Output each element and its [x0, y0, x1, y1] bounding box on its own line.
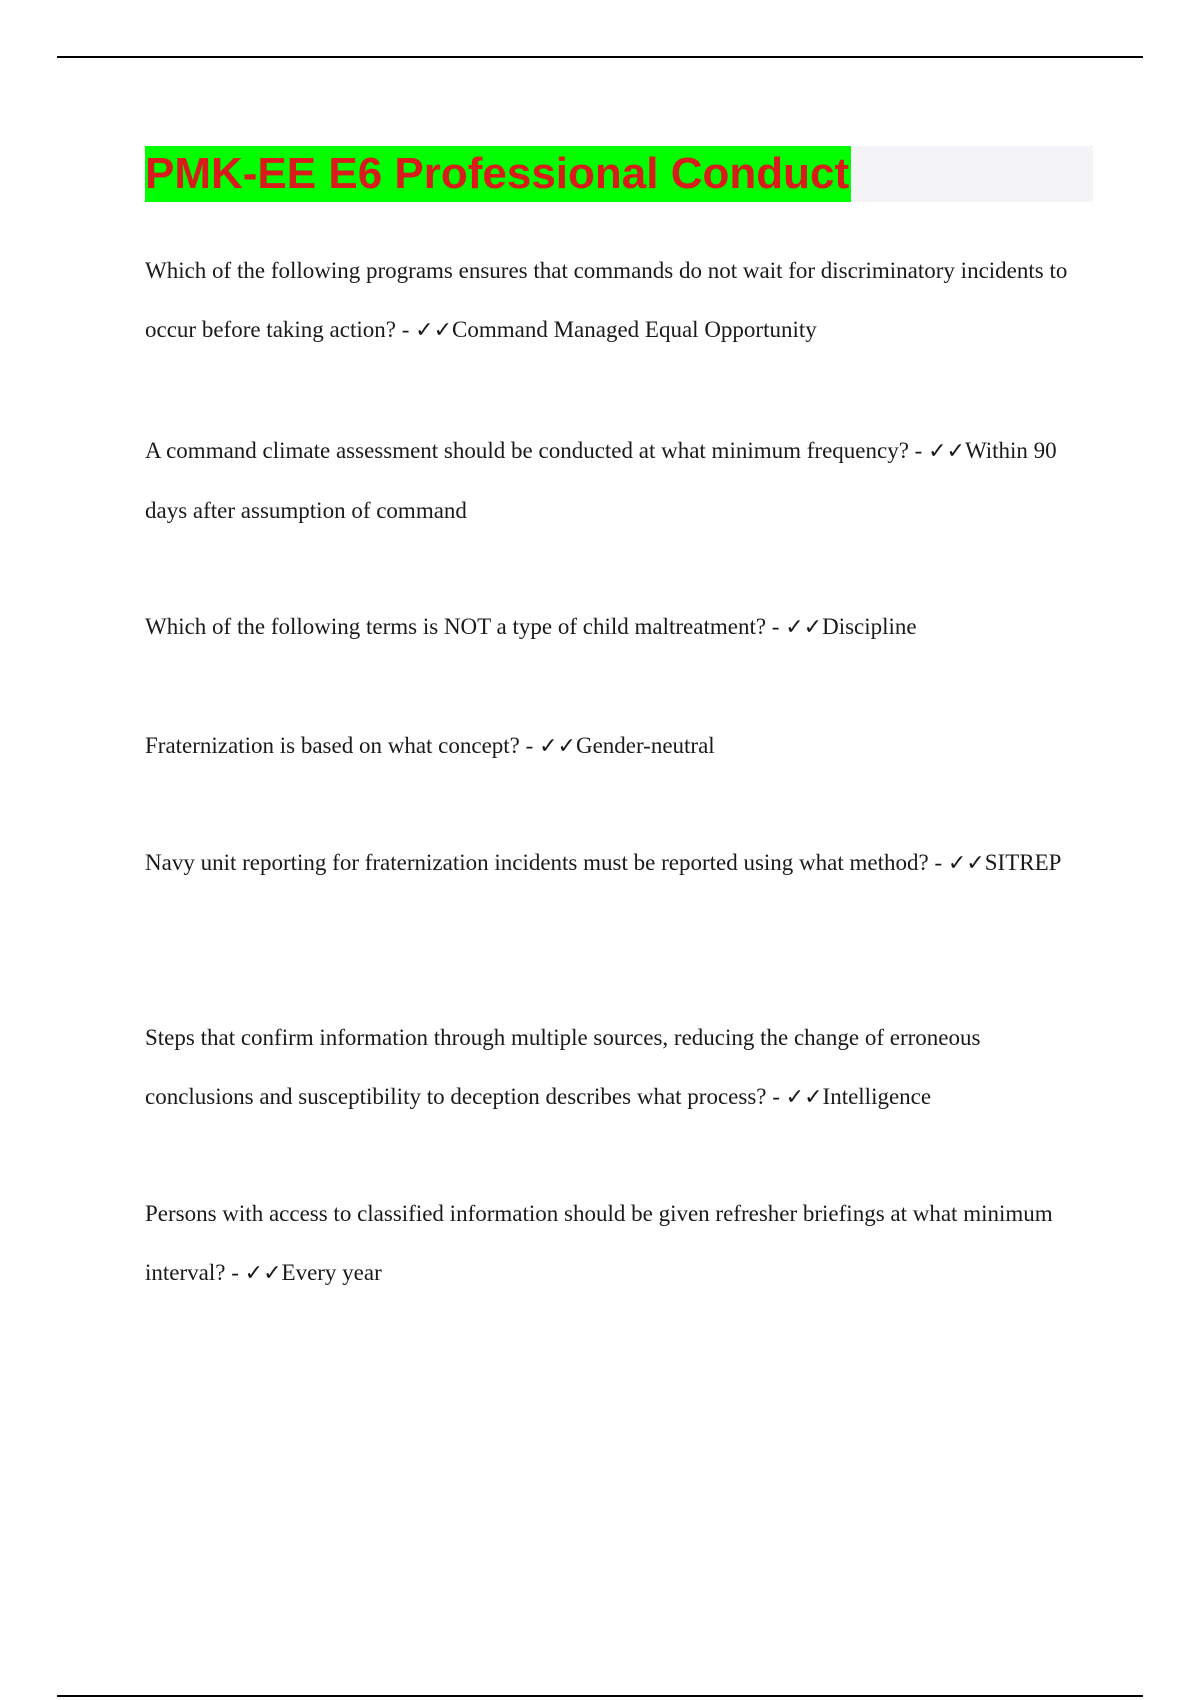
double-check-icon: ✓✓	[947, 851, 985, 876]
question-text: A command climate assessment should be conducted at what minimum frequency?	[145, 438, 909, 463]
qa-item-2: A command climate assessment should be conducted at what minimum frequency? - ✓✓Within 90 days after assumption of command	[145, 438, 1057, 523]
qa-item-6: Steps that confirm information through multiple sources, reducing the change of erroneous conclusions and susceptibility to deception describes what process? - ✓✓Intelligence	[145, 1025, 981, 1110]
answer-text: SITREP	[984, 850, 1062, 875]
question-text: Fraternization is based on what concept?	[145, 733, 520, 758]
question-text: Steps that confirm information through multiple sources, reducing the change of erroneous conclusions and susceptibility to deception describes what process?	[145, 1025, 981, 1109]
question-text: Which of the following programs ensures that commands do not wait for discriminatory incidents to occur before taking action?	[145, 258, 1068, 342]
question-text: Persons with access to classified information should be given refresher briefings at what minimum interval?	[145, 1201, 1053, 1285]
page-title: PMK-EE E6 Professional Conduct	[145, 146, 851, 202]
qa-item-1: Which of the following programs ensures that commands do not wait for discriminatory incidents to occur before taking action? - ✓✓Command Managed Equal Opportunity	[145, 258, 1068, 343]
answer-text: Within 90 days after assumption of command	[145, 438, 1057, 523]
question-text: Navy unit reporting for fraternization incidents must be reported using what method?	[145, 850, 929, 875]
double-check-icon: ✓✓	[244, 1261, 282, 1286]
qa-item-4: Fraternization is based on what concept? - ✓✓Gender-neutral	[145, 733, 715, 759]
double-check-icon: ✓✓	[539, 734, 576, 759]
qa-item-5: Navy unit reporting for fraternization incidents must be reported using what method? - ✓✓SITREP	[145, 850, 1062, 876]
question-text: Which of the following terms is NOT a type of child maltreatment?	[145, 614, 767, 639]
double-check-icon: ✓✓	[928, 439, 965, 464]
footer-rule	[57, 1695, 1143, 1697]
double-check-icon: ✓✓	[785, 615, 823, 640]
double-check-icon: ✓✓	[415, 318, 453, 343]
qa-item-3: Which of the following terms is NOT a type of child maltreatment? - ✓✓Discipline	[145, 614, 917, 640]
answer-text: Intelligence	[822, 1084, 932, 1109]
answer-text: Gender-neutral	[575, 733, 715, 758]
qa-item-7: Persons with access to classified information should be given refresher briefings at what minimum interval? - ✓✓Every year	[145, 1201, 1053, 1286]
double-check-icon: ✓✓	[785, 1085, 823, 1110]
answer-text: Every year	[281, 1260, 382, 1285]
title-bar	[145, 146, 1093, 202]
answer-text: Command Managed Equal Opportunity	[452, 317, 817, 342]
header-rule	[57, 56, 1143, 58]
answer-text: Discipline	[822, 614, 917, 639]
